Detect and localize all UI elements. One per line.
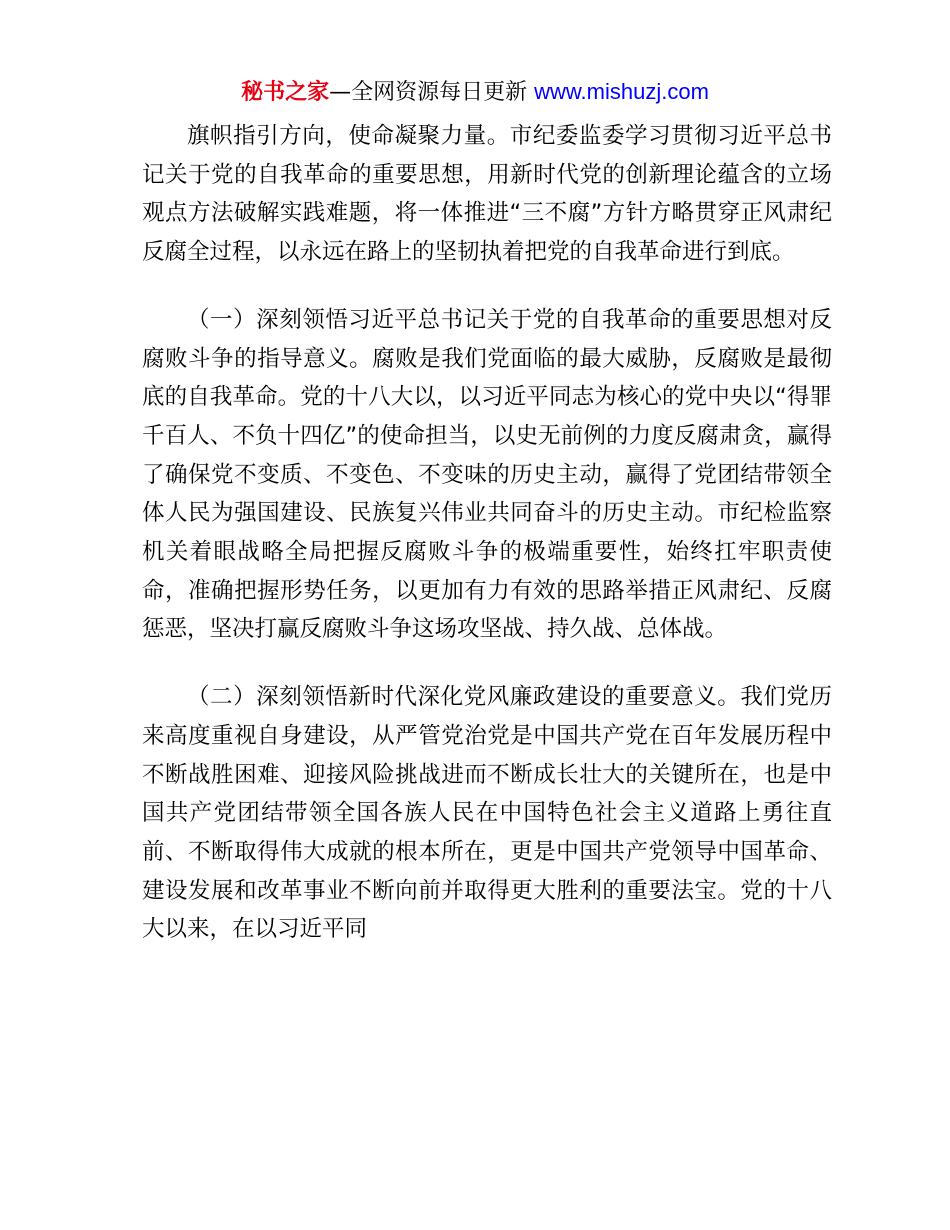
site-header — [0, 76, 950, 109]
site-url-link[interactable]: www.mishuzj.com — [534, 79, 709, 104]
paragraph-intro: 旗帜指引方向，使命凝聚力量。市纪委监委学习贯彻习近平总书记关于党的自我革命的重要思想，用新时代党的创新理论蕴含的立场观点方法破解实践难题，将一体推进“三不腐”方针方略贯穿正风肃纪反腐全过程，以永远在路上的坚韧执着把党的自我革命进行到底。 — [142, 123, 832, 266]
site-brand: 秘书之家 — [241, 80, 330, 105]
paragraph-section-1: （一）深刻领悟习近平总书记关于党的自我革命的重要思想对反腐败斗争的指导意义。腐败是我们党面临的最大威胁，反腐败是最彻底的自我革命。党的十八大以，以习近平同志为核心的党中央以“得罪千百人、不负十四亿”的使命担当，以史无前例的力度反腐肃贪，赢得了确保党不变质、不变色、不变味的历史主动，赢得了党团结带领全体人民为强国建设、民族复兴伟业共同奋斗的历史主动。市纪检监察机关着眼战略全局把握反腐败斗争的极端重要性，始终扛牢职责使命，准确把握形势任务，以更加有力有效的思路举措正风肃纪、反腐惩恶，坚决打赢反腐败斗争这场攻坚战、持久战、总体战。 — [142, 306, 832, 643]
paragraph-section-2: （二）深刻领悟新时代深化党风廉政建设的重要意义。我们党历来高度重视自身建设，从严管党治党是中国共产党在百年发展历程中不断战胜困难、迎接风险挑战进而不断成长壮大的关键所在，也是中国共产党团结带领全国各族人民在中国特色社会主义道路上勇往直前、不断取得伟大成就的根本所在，更是中国共产党领导中国革命、建设发展和改革事业不断向前并取得更大胜利的重要法宝。党的十八大以来，在以习近平同 — [142, 684, 832, 943]
site-tagline: —全网资源每日更新 — [329, 80, 535, 105]
document-body — [142, 117, 832, 978]
